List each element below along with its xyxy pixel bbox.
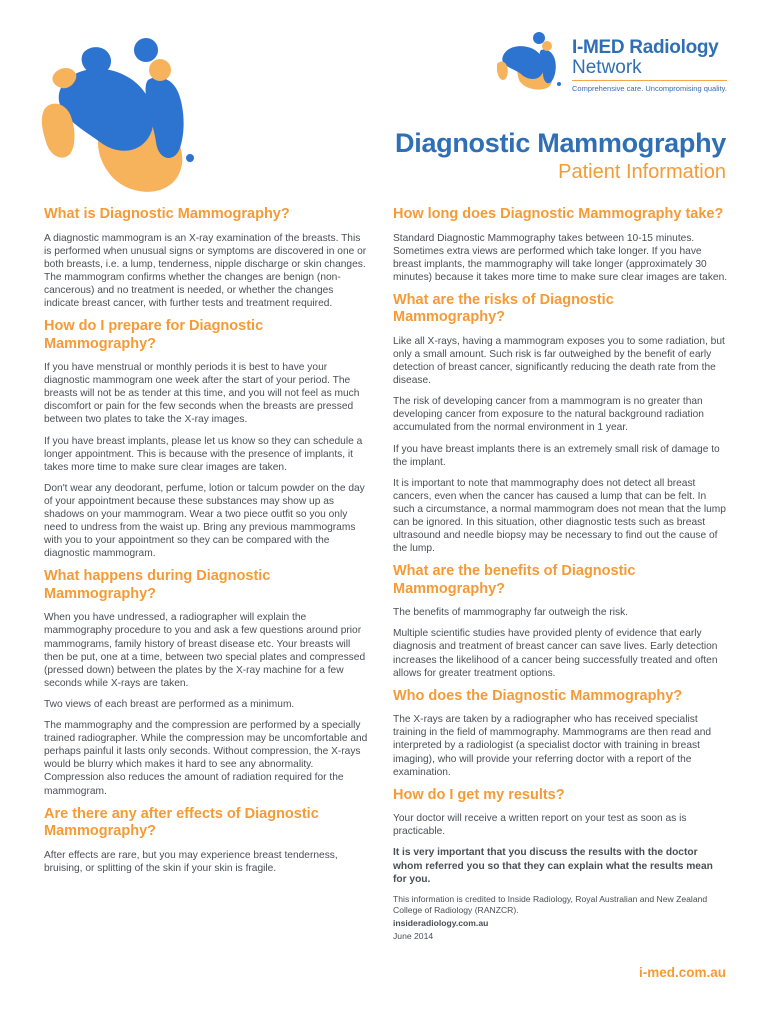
credit-text: This information is credited to Inside Radiology, Royal Australian and New Zealand College of Radiology (RANZCR). bbox=[393, 893, 708, 915]
section-results bbox=[393, 787, 729, 886]
brand-logo-icon bbox=[497, 30, 567, 92]
section-heading: Who does the Diagnostic Mammography? bbox=[393, 687, 683, 704]
paragraph: The benefits of mammography far outweigh the risk. bbox=[393, 607, 628, 619]
brand-tagline: Comprehensive care. Uncompromising quality. bbox=[572, 84, 727, 93]
publish-date: June 2014 bbox=[393, 930, 434, 941]
paragraph: Multiple scientific studies have provided plenty of evidence that early diagnosis and treatment of breast cancer can save lives. Early detection increases the likelihood of a cancer being successfully treated and often allows for greater treatment options. bbox=[393, 628, 718, 679]
section-heading: How do I prepare for Diagnostic Mammography? bbox=[44, 318, 264, 352]
paragraph: If you have breast implants there is an extremely small risk of damage to the implant. bbox=[393, 443, 720, 468]
paragraph: If you have breast implants, please let us know so they can schedule a longer appointment. This is because with the presence of implants, it takes more time to make sure clear images are taken. bbox=[44, 435, 363, 473]
important-note: It is very important that you discuss the results with the doctor whom referred you so that they can explain what the results mean for you. bbox=[393, 847, 713, 885]
section-heading: How long does Diagnostic Mammography take? bbox=[393, 206, 724, 222]
paragraph: The mammography and the compression are performed by a specially trained radiographer. While the compression may be uncomfortable and perhaps painful it lasts only seconds. Without compression, the X-rays would be blurry which makes it hard to see any abnormality. Compression also reduces the amount of radiation required for the mammogram. bbox=[44, 720, 368, 797]
paragraph: The risk of developing cancer from a mammogram is no greater than developing cancer from exposure to the natural background radiation accumulated from the normal environment in 1 year. bbox=[393, 396, 704, 434]
paragraph: Two views of each breast are performed as a minimum. bbox=[44, 698, 295, 710]
section-heading: What is Diagnostic Mammography? bbox=[44, 206, 290, 222]
section-heading: Are there any after effects of Diagnostic Mammography? bbox=[44, 805, 319, 840]
paragraph: If you have menstrual or monthly periods it is best to have your diagnostic mammogram one week after the start of your period. The breasts will not be as tender at this time, and you will not feel as much discomfort or pain for the few seconds when the breasts are pressed between two plates to take the X-ray images. bbox=[44, 362, 360, 426]
paragraph: Standard Diagnostic Mammography takes between 10-15 minutes. Sometimes extra views are performed which take longer. If you have breast implants, the mammography will take longer (approximately 30 minutes) because it takes more time to make sure clear images are taken. bbox=[393, 232, 728, 283]
logo-orange-dot bbox=[149, 59, 171, 81]
paragraph: Don't wear any deodorant, perfume, lotion or talcum powder on the day of your appointment because these substances may show up as shadows on your mammogram. Wear a two piece outfit so you only need to undress from the waist up. Bring any previous mammograms with you to your appointment so they can be compared with the diagnostic mammogram. bbox=[44, 482, 365, 560]
right-column bbox=[393, 206, 729, 944]
section-who bbox=[393, 688, 729, 779]
section-heading: How do I get my results? bbox=[393, 786, 565, 803]
footer-website-link[interactable]: i-med.com.au bbox=[638, 965, 726, 980]
logo-blue-dot-large bbox=[134, 38, 158, 62]
section-heading: What happens during Diagnostic Mammography? bbox=[44, 568, 271, 602]
page-subtitle: Patient Information bbox=[558, 161, 726, 183]
section-during bbox=[44, 568, 370, 797]
brand-network: Network bbox=[572, 57, 642, 78]
section-how-long bbox=[393, 206, 729, 284]
section-after-effects bbox=[44, 806, 370, 875]
page-title: Diagnostic Mammography bbox=[395, 128, 726, 158]
brand-divider bbox=[572, 80, 727, 81]
section-heading: What are the benefits of Diagnostic Mammography? bbox=[393, 563, 636, 597]
section-what-is bbox=[44, 206, 370, 310]
imed-logo-graphic bbox=[40, 30, 210, 195]
logo-blue-dot-small bbox=[186, 154, 194, 162]
section-risks bbox=[393, 292, 729, 555]
brand-name: I-MED Radiology bbox=[572, 37, 719, 58]
left-column bbox=[44, 206, 370, 883]
paragraph: Like all X-rays, having a mammogram exposes you to some radiation, but only a small amount. Such risk is far outweighed by the benefit of early detection of breast cancer, significantly reducing the death rate from the disease. bbox=[393, 335, 725, 387]
section-heading: What are the risks of Diagnostic Mammography? bbox=[393, 291, 614, 326]
paragraph: After effects are rare, but you may experience breast tenderness, bruising, or splitting of the skin if your skin is fragile. bbox=[44, 849, 338, 874]
section-prepare bbox=[44, 318, 370, 560]
credit-link[interactable]: insideradiology.com.au bbox=[393, 917, 489, 928]
section-benefits bbox=[393, 563, 729, 679]
paragraph: Your doctor will receive a written report on your test as soon as is practicable. bbox=[393, 813, 687, 838]
paragraph: A diagnostic mammogram is an X-ray examination of the breasts. This is performed when unusual signs or symptoms are discovered in one or both breasts, i.e. a lump, tenderness, nipple discharge or skin changes. The mammogram confirms whether the changes are benign (non-cancerous) and no treatment is needed, or whether the changes indicate breast cancer, with further tests and treatment required. bbox=[44, 232, 367, 309]
paragraph: When you have undressed, a radiographer will explain the mammography procedure to you and ask a few questions around prior mammograms, family history of breast disease etc. Your breasts will then be put, one at a time, between two special plates and compressed (pressed down) between the plates by the X-ray machine for a few seconds while X-rays are taken. bbox=[44, 612, 366, 689]
paragraph: It is important to note that mammography does not detect all breast cancers, even when the cancer has caused a lump that can be felt. In such a circumstance, a normal mammogram does not mean that the lump can be ignored. In this situation, other diagnostic tests such as breast ultrasound and needle biopsy may be necessary to find out the cause of the lump. bbox=[393, 477, 726, 555]
paragraph: The X-rays are taken by a radiographer who has received specialist training in the field of mammography. Mammograms are then read and interpreted by a radiologist (a specialist doctor with training in breast imaging), who will provide your referring doctor with a report of the examination. bbox=[393, 714, 712, 778]
